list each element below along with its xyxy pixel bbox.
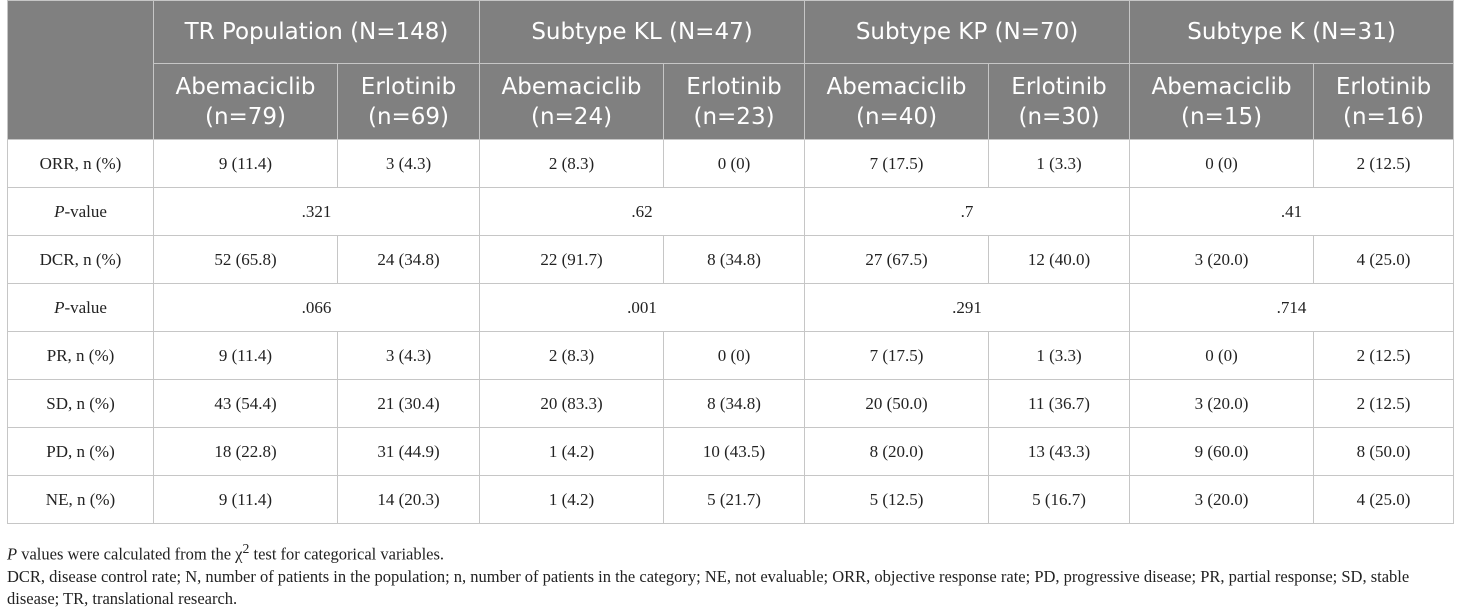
table-cell: 0 (0) xyxy=(664,332,805,380)
footnote-p-end: test for categorical variables. xyxy=(249,544,445,564)
arm-header xyxy=(1130,64,1314,140)
p-italic: P xyxy=(54,297,65,317)
footnote-p-sup: 2 xyxy=(242,541,250,556)
table-cell: 31 (44.9) xyxy=(338,428,480,476)
table-row-pvalue xyxy=(8,284,1454,332)
table-cell: 10 (43.5) xyxy=(664,428,805,476)
table-cell: 18 (22.8) xyxy=(154,428,338,476)
p-italic: P xyxy=(54,201,65,221)
arm-name: Erlotinib xyxy=(360,73,457,100)
table-cell: 8 (34.8) xyxy=(664,236,805,284)
table-header xyxy=(8,1,1454,140)
table-cell: 3 (20.0) xyxy=(1130,236,1314,284)
row-label: DCR, n (%) xyxy=(8,236,154,284)
table-cell: 24 (34.8) xyxy=(338,236,480,284)
arm-count: (n=24) xyxy=(530,103,613,130)
pvalue-cell: .7 xyxy=(805,188,1130,236)
arm-header xyxy=(480,64,664,140)
row-label: ORR, n (%) xyxy=(8,140,154,188)
table-cell: 13 (43.3) xyxy=(989,428,1130,476)
pvalue-cell: .41 xyxy=(1130,188,1454,236)
pvalue-cell: .066 xyxy=(154,284,480,332)
table-cell: 5 (21.7) xyxy=(664,476,805,524)
row-label: NE, n (%) xyxy=(8,476,154,524)
table-cell: 52 (65.8) xyxy=(154,236,338,284)
table-cell: 20 (83.3) xyxy=(480,380,664,428)
p-rest: -value xyxy=(64,297,107,317)
arm-count: (n=30) xyxy=(1018,103,1100,130)
table-cell: 5 (16.7) xyxy=(989,476,1130,524)
arm-name: Erlotinib xyxy=(686,73,782,100)
table-cell: 2 (12.5) xyxy=(1314,332,1454,380)
group-header-tr-population: TR Population (N=148) xyxy=(154,1,480,64)
arm-header xyxy=(664,64,805,140)
group-header-subtype-k: Subtype K (N=31) xyxy=(1130,1,1454,64)
table-cell: 1 (3.3) xyxy=(989,140,1130,188)
table-cell: 9 (11.4) xyxy=(154,476,338,524)
group-header-subtype-kp: Subtype KP (N=70) xyxy=(805,1,1130,64)
pvalue-cell: .291 xyxy=(805,284,1130,332)
table-cell: 9 (11.4) xyxy=(154,140,338,188)
arm-count: (n=79) xyxy=(204,103,287,130)
results-table xyxy=(7,0,1454,524)
table-row-sd xyxy=(8,380,1454,428)
table-row-pvalue xyxy=(8,188,1454,236)
table-cell: 22 (91.7) xyxy=(480,236,664,284)
arm-header xyxy=(805,64,989,140)
table-row-orr xyxy=(8,140,1454,188)
pvalue-cell: .62 xyxy=(480,188,805,236)
pvalue-cell: .714 xyxy=(1130,284,1454,332)
table-cell: 1 (4.2) xyxy=(480,428,664,476)
row-label: PR, n (%) xyxy=(8,332,154,380)
row-label xyxy=(8,188,154,236)
table-cell: 27 (67.5) xyxy=(805,236,989,284)
arm-count: (n=40) xyxy=(855,103,938,130)
table-row-dcr xyxy=(8,236,1454,284)
table-row-pd xyxy=(8,428,1454,476)
table-cell: 9 (60.0) xyxy=(1130,428,1314,476)
arm-header xyxy=(154,64,338,140)
table-body xyxy=(8,140,1454,524)
footnote-abbreviations: DCR, disease control rate; N, number of patients in the population; n, number of patients in the category; NE, not evaluable; ORR, objective response rate; PD, progressive disease; PR, partial response; SD, stable disease; TR, translational research. xyxy=(7,566,1410,608)
row-label xyxy=(8,284,154,332)
corner-cell xyxy=(8,1,154,140)
table-cell: 8 (50.0) xyxy=(1314,428,1454,476)
table-cell: 3 (20.0) xyxy=(1130,476,1314,524)
p-rest: -value xyxy=(64,201,107,221)
table-cell: 20 (50.0) xyxy=(805,380,989,428)
table-cell: 2 (12.5) xyxy=(1314,140,1454,188)
table-cell: 0 (0) xyxy=(1130,332,1314,380)
arm-count: (n=16) xyxy=(1343,103,1425,130)
arm-header xyxy=(989,64,1130,140)
arm-name: Abemaciclib xyxy=(826,73,967,100)
table-cell: 43 (54.4) xyxy=(154,380,338,428)
table-cell: 0 (0) xyxy=(664,140,805,188)
arm-count: (n=15) xyxy=(1181,103,1263,130)
footnote-p-italic: P xyxy=(7,544,18,564)
arm-name: Abemaciclib xyxy=(1151,73,1292,100)
table-cell: 21 (30.4) xyxy=(338,380,480,428)
arm-header xyxy=(1314,64,1454,140)
table-cell: 2 (8.3) xyxy=(480,140,664,188)
row-label: SD, n (%) xyxy=(8,380,154,428)
table-row-ne xyxy=(8,476,1454,524)
table-cell: 12 (40.0) xyxy=(989,236,1130,284)
arm-header xyxy=(338,64,480,140)
pvalue-cell: .321 xyxy=(154,188,480,236)
table-cell: 1 (4.2) xyxy=(480,476,664,524)
arm-name: Abemaciclib xyxy=(501,73,642,100)
table-footnotes xyxy=(7,538,1453,610)
table-cell: 4 (25.0) xyxy=(1314,476,1454,524)
group-header-row xyxy=(8,1,1454,64)
table-cell: 4 (25.0) xyxy=(1314,236,1454,284)
table-cell: 1 (3.3) xyxy=(989,332,1130,380)
table-cell: 8 (20.0) xyxy=(805,428,989,476)
group-header-subtype-kl: Subtype KL (N=47) xyxy=(480,1,805,64)
arm-name: Erlotinib xyxy=(1011,73,1107,100)
table-cell: 3 (4.3) xyxy=(338,140,480,188)
table-cell: 3 (4.3) xyxy=(338,332,480,380)
table-cell: 5 (12.5) xyxy=(805,476,989,524)
table-cell: 3 (20.0) xyxy=(1130,380,1314,428)
footnote-p-values xyxy=(7,538,1453,566)
table-cell: 11 (36.7) xyxy=(989,380,1130,428)
table-cell: 7 (17.5) xyxy=(805,332,989,380)
arm-count: (n=69) xyxy=(367,103,450,130)
table-cell: 0 (0) xyxy=(1130,140,1314,188)
footnote-p-text: values were calculated from the χ xyxy=(17,544,243,564)
arm-name: Erlotinib xyxy=(1335,73,1432,100)
table-cell: 8 (34.8) xyxy=(664,380,805,428)
table-cell: 7 (17.5) xyxy=(805,140,989,188)
arm-name: Abemaciclib xyxy=(175,73,316,100)
table-cell: 14 (20.3) xyxy=(338,476,480,524)
table-cell: 2 (12.5) xyxy=(1314,380,1454,428)
table-cell: 2 (8.3) xyxy=(480,332,664,380)
table-cell: 9 (11.4) xyxy=(154,332,338,380)
arm-header-row xyxy=(8,64,1454,140)
pvalue-cell: .001 xyxy=(480,284,805,332)
row-label: PD, n (%) xyxy=(8,428,154,476)
table-row-pr xyxy=(8,332,1454,380)
arm-count: (n=23) xyxy=(693,103,775,130)
